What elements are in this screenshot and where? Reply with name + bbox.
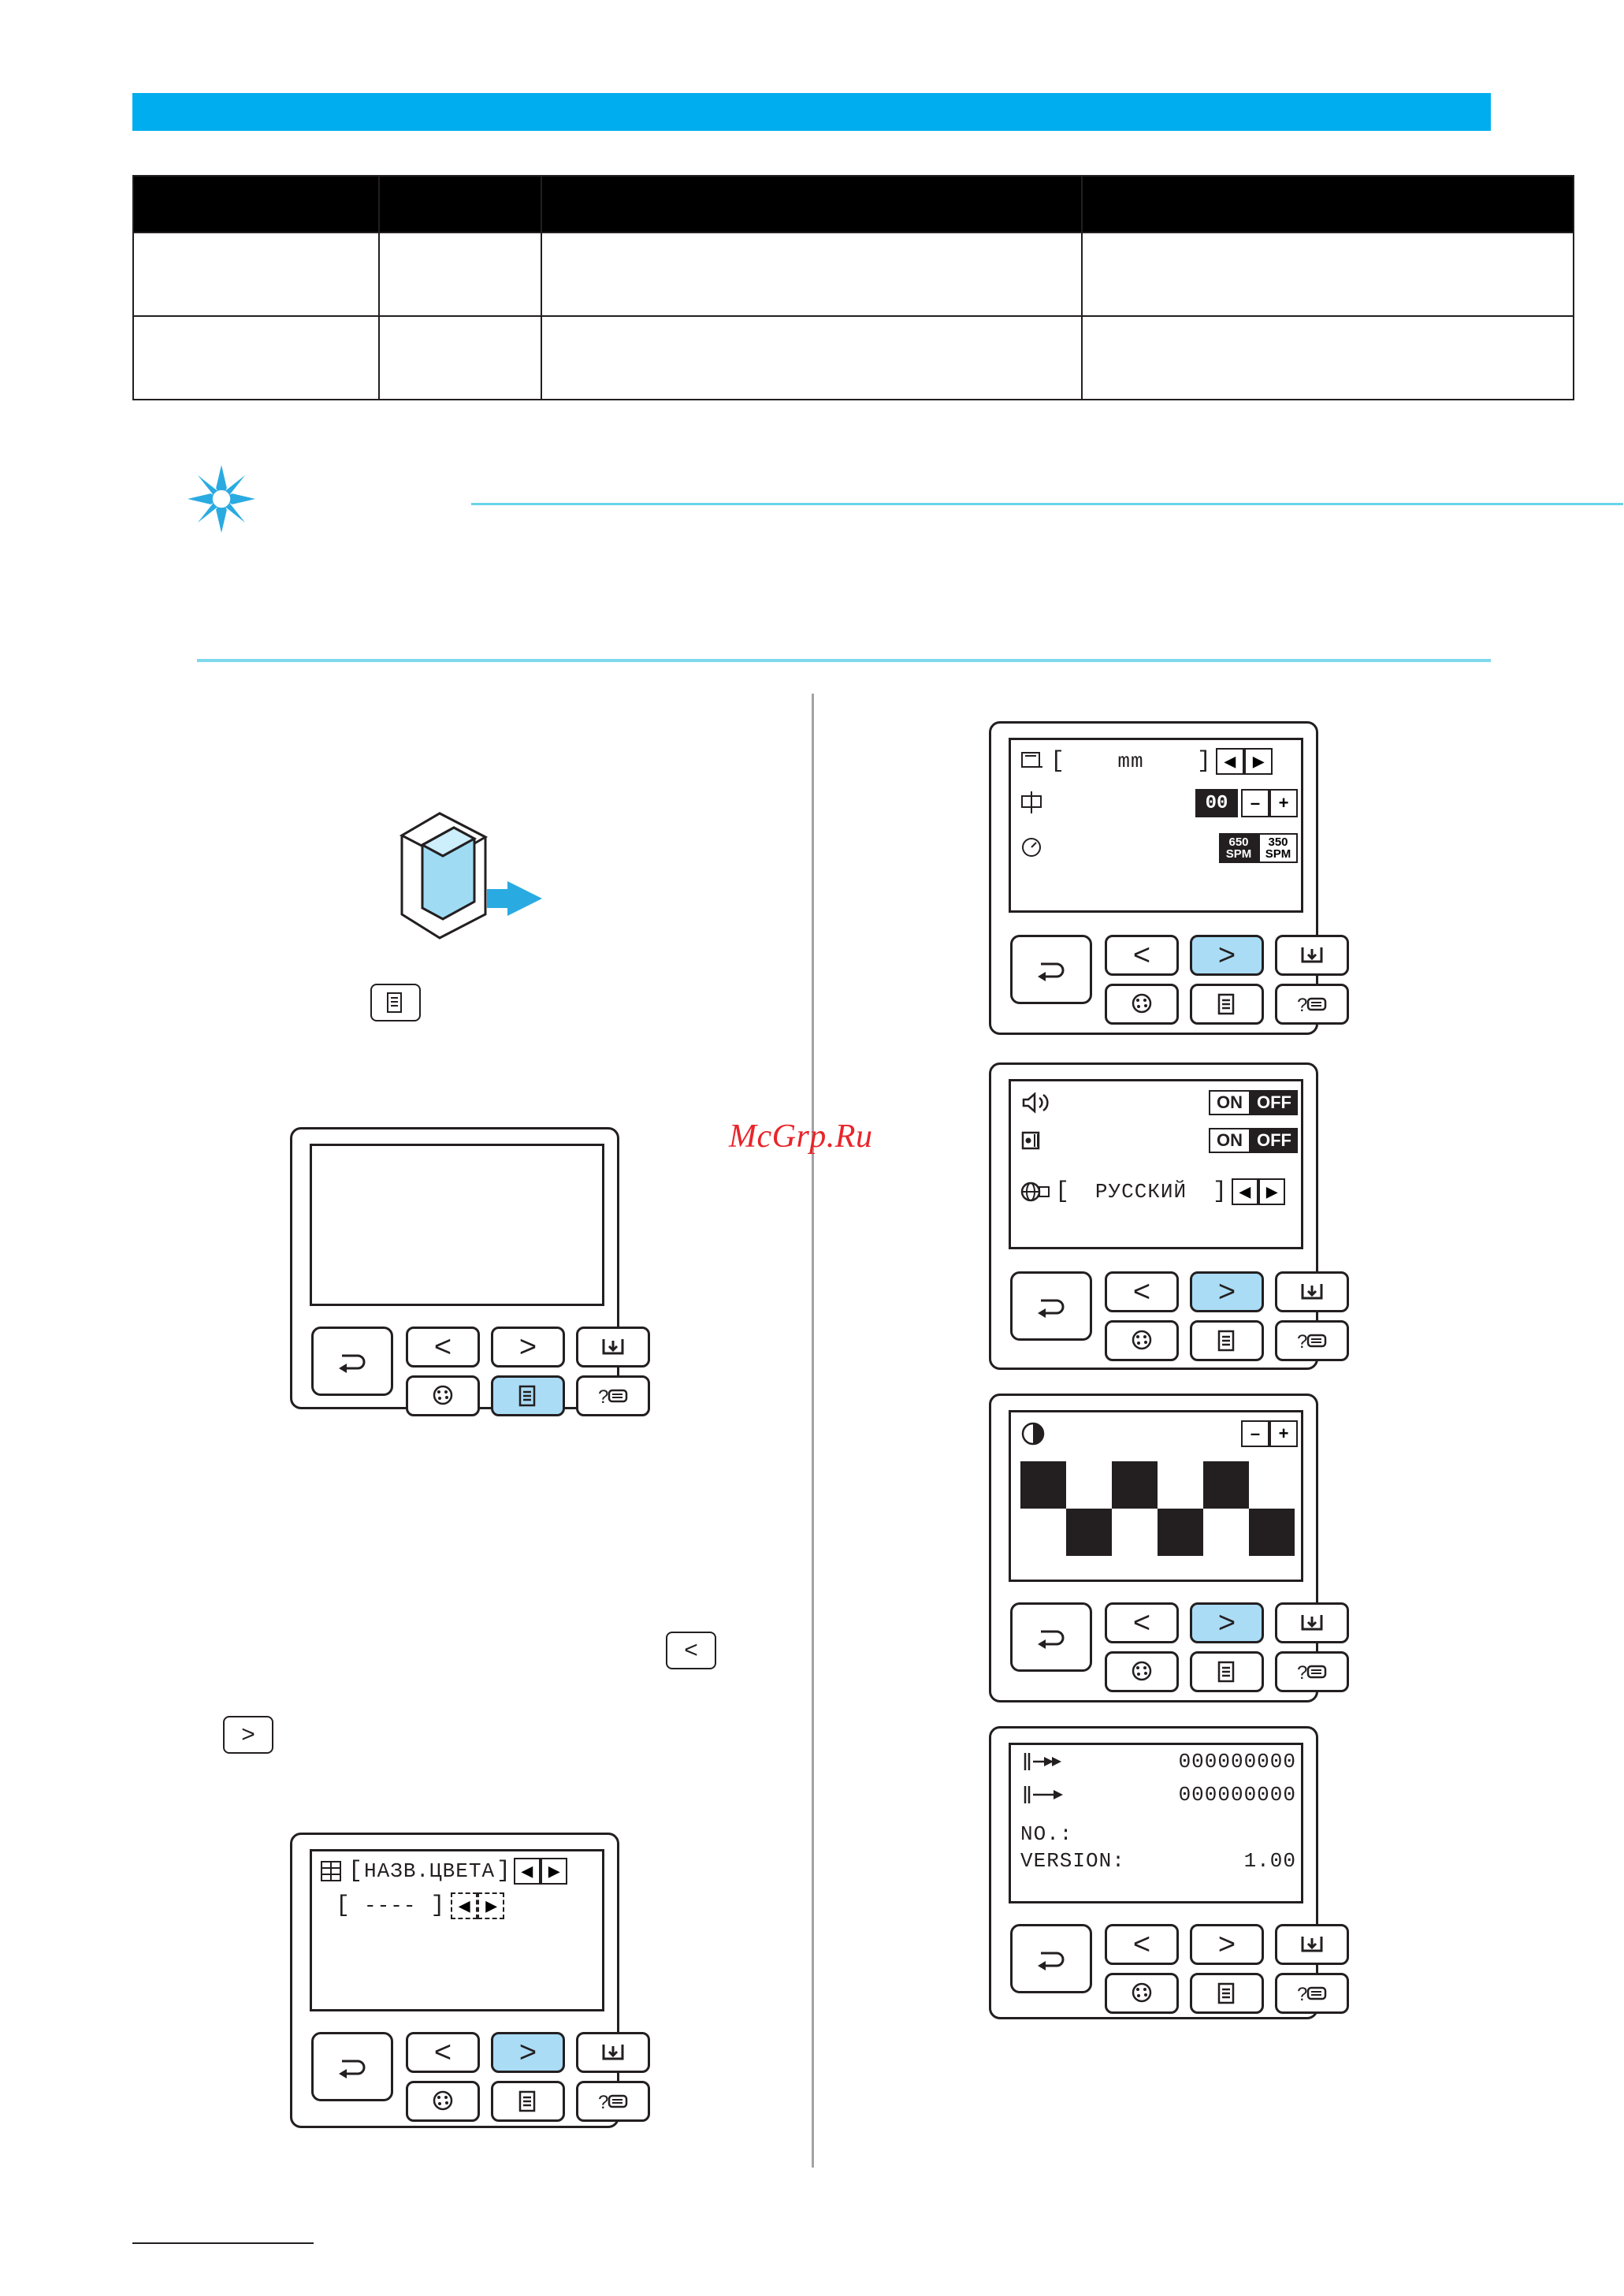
palette-button[interactable] [1105, 984, 1179, 1025]
speaker-on[interactable]: ON [1209, 1090, 1251, 1115]
palette-button[interactable] [406, 1375, 480, 1416]
language-icon [1019, 1178, 1054, 1206]
next-button[interactable] [1190, 1602, 1264, 1643]
back-button[interactable] [1010, 935, 1092, 1004]
palette-button[interactable] [1105, 1973, 1179, 2014]
prev-button[interactable] [1105, 1602, 1179, 1643]
page-icon [1216, 1329, 1238, 1353]
color-name-screen: [ НАЗВ.ЦВЕТА ] ◀ ▶ [ ---- ] ◀ ▶ [310, 1849, 604, 2011]
color-name-value: ---- [364, 1894, 417, 1918]
prev-label: < [1132, 1928, 1151, 1961]
sound-screen: ON OFF ON OFF [ РУССКИЙ ] ◀ ▶ [1009, 1079, 1303, 1249]
color-value-right-arrow[interactable]: ▶ [478, 1892, 504, 1919]
inline-page-key-wrapper [370, 984, 421, 1021]
back-arrow-icon [1033, 1293, 1069, 1319]
contrast-plus[interactable]: + [1269, 1420, 1298, 1447]
sound-language-panel [989, 1062, 1318, 1370]
back-arrow-icon [1033, 1945, 1069, 1972]
page-header-bar [132, 93, 1491, 131]
inline-next-key-wrapper [223, 1716, 273, 1754]
save-icon [1298, 1932, 1326, 1957]
no-label: NO.: [1020, 1822, 1073, 1846]
prev-label: < [1132, 939, 1151, 972]
speed-selector[interactable] [1219, 833, 1298, 863]
speaker-off[interactable]: OFF [1251, 1090, 1298, 1115]
units-screen: [ mm ] ◀ ▶ 00 – + 650 SPM 350 SPM [1009, 738, 1303, 913]
save-icon [599, 1334, 627, 1360]
units-panel [989, 721, 1318, 1035]
blank-panel [290, 1127, 619, 1409]
spec-table [132, 175, 1574, 400]
prev-button[interactable] [1105, 1924, 1179, 1965]
sensor-icon [1019, 1127, 1054, 1154]
table-cell [1082, 316, 1574, 400]
speaker-icon [1019, 1089, 1054, 1116]
prev-label: < [1132, 1606, 1151, 1639]
table-header-row [133, 176, 1574, 233]
table-cell [541, 233, 1082, 316]
contrast-checkerboard [1020, 1461, 1295, 1556]
color-chart-icon [318, 1859, 345, 1884]
save-icon [1298, 943, 1326, 968]
inline-prev-key-wrapper [666, 1632, 716, 1669]
svg-text:?: ? [1297, 995, 1308, 1016]
prev-button[interactable] [1105, 935, 1179, 976]
palette-button[interactable] [406, 2081, 480, 2122]
unit-icon [1019, 748, 1047, 775]
palette-icon [1128, 1982, 1155, 2005]
svg-text:?: ? [598, 1386, 609, 1408]
unit-left-arrow[interactable]: ◀ [1216, 748, 1244, 775]
back-button[interactable] [311, 2032, 393, 2101]
save-icon [599, 2040, 627, 2065]
palette-icon [1128, 992, 1155, 1016]
help-button[interactable] [1275, 1651, 1349, 1692]
svg-text:?: ? [598, 2092, 609, 2113]
prev-button[interactable] [406, 2032, 480, 2073]
svg-text:?: ? [1297, 1331, 1308, 1353]
page-icon [1216, 992, 1238, 1016]
next-label: > [1217, 1606, 1236, 1639]
back-arrow-icon [1033, 1624, 1069, 1650]
save-icon [1298, 1610, 1326, 1635]
help-button[interactable] [576, 2081, 650, 2122]
help-button[interactable] [1275, 1973, 1349, 2014]
page-key-icon[interactable] [370, 984, 421, 1021]
sensor-off[interactable]: OFF [1251, 1128, 1298, 1153]
save-icon [1298, 1279, 1326, 1304]
note-starburst-icon [188, 465, 255, 533]
next-key-icon[interactable] [223, 1716, 273, 1754]
svg-text:?: ? [1297, 1984, 1308, 2005]
next-button[interactable] [491, 1327, 565, 1368]
stitch-icon [1019, 790, 1047, 817]
palette-button[interactable] [1105, 1651, 1179, 1692]
page-icon [517, 1384, 539, 1408]
contrast-icon [1019, 1419, 1050, 1449]
page-button[interactable] [491, 1375, 565, 1416]
save-button[interactable] [1275, 1924, 1349, 1965]
help-icon [596, 1384, 630, 1408]
speed-650[interactable]: 650 SPM [1219, 833, 1258, 863]
table-row [133, 316, 1574, 400]
back-button[interactable] [311, 1327, 393, 1396]
sensor-toggle[interactable] [1209, 1128, 1298, 1153]
color-value-left-arrow[interactable]: ◀ [451, 1892, 478, 1919]
table-row [133, 233, 1574, 316]
stitch-plus[interactable]: + [1269, 789, 1298, 817]
table-header-cell [133, 176, 379, 233]
table-cell [133, 233, 379, 316]
save-button[interactable] [576, 2032, 650, 2073]
contrast-minus[interactable]: – [1241, 1420, 1269, 1447]
next-label: > [1217, 1928, 1236, 1961]
prev-key-icon[interactable] [666, 1632, 716, 1669]
next-label: > [518, 1330, 537, 1364]
unit-value: mm [1117, 750, 1144, 773]
language-left-arrow[interactable]: ◀ [1232, 1178, 1258, 1205]
page-button[interactable] [491, 2081, 565, 2122]
total-count: 000000000 [1178, 1750, 1296, 1773]
speed-icon [1019, 835, 1047, 861]
column-divider [812, 694, 814, 2168]
unit-right-arrow[interactable]: ▶ [1244, 748, 1273, 775]
run-stitch-icon [1020, 1783, 1068, 1807]
contrast-screen [1009, 1410, 1303, 1582]
next-button[interactable] [491, 2032, 565, 2073]
palette-icon [429, 2089, 456, 2113]
stitch-minus[interactable]: – [1241, 789, 1269, 817]
prev-label: < [433, 2036, 452, 2069]
version-value: 1.00 [1243, 1849, 1296, 1873]
sensor-on[interactable]: ON [1209, 1128, 1251, 1153]
table-header-cell [379, 176, 541, 233]
version-label: VERSION: [1020, 1849, 1125, 1873]
back-arrow-icon [1033, 956, 1069, 983]
speed-350[interactable]: 350 SPM [1258, 833, 1298, 863]
color-name-left-arrow[interactable]: ◀ [514, 1858, 541, 1885]
page-button[interactable] [1190, 984, 1264, 1025]
color-name-title: НАЗВ.ЦВЕТА [364, 1859, 496, 1883]
table-cell [541, 316, 1082, 400]
color-name-right-arrow[interactable]: ▶ [541, 1858, 567, 1885]
back-button[interactable] [1010, 1271, 1092, 1341]
table-header-cell [541, 176, 1082, 233]
blank-panel-screen [310, 1144, 604, 1306]
save-button[interactable] [1275, 1602, 1349, 1643]
save-button[interactable] [576, 1327, 650, 1368]
prev-button[interactable] [1105, 1271, 1179, 1312]
back-arrow-icon [334, 2053, 370, 2080]
table-cell [379, 316, 541, 400]
help-icon [596, 2089, 630, 2113]
footnote-rule [132, 2242, 314, 2244]
power-switch-illustration [392, 804, 629, 954]
help-icon [1295, 992, 1329, 1016]
svg-text:?: ? [1297, 1662, 1308, 1684]
prev-label: < [433, 1330, 452, 1364]
page-button[interactable] [1190, 1320, 1264, 1361]
section-divider [197, 659, 1491, 662]
table-cell [379, 233, 541, 316]
help-button[interactable] [1275, 1320, 1349, 1361]
back-arrow-icon [334, 1348, 370, 1375]
next-button[interactable] [1190, 1924, 1264, 1965]
prev-key-label: < [684, 1637, 698, 1663]
palette-button[interactable] [1105, 1320, 1179, 1361]
palette-icon [1128, 1329, 1155, 1353]
palette-icon [429, 1384, 456, 1408]
prev-button[interactable] [406, 1327, 480, 1368]
speaker-toggle[interactable] [1209, 1090, 1298, 1115]
color-name-panel [290, 1833, 619, 2128]
next-button[interactable] [1190, 1271, 1264, 1312]
table-header-cell [1082, 176, 1574, 233]
table-cell [133, 316, 379, 400]
next-label: > [1217, 1275, 1236, 1308]
total-stitch-icon [1020, 1750, 1068, 1773]
language-right-arrow[interactable]: ▶ [1258, 1178, 1285, 1205]
back-button[interactable] [1010, 1924, 1092, 1993]
language-value: РУССКИЙ [1094, 1180, 1187, 1204]
next-button[interactable] [1190, 935, 1264, 976]
version-screen [1009, 1743, 1303, 1903]
page-icon [1216, 1660, 1238, 1684]
save-button[interactable] [1275, 935, 1349, 976]
note-block [132, 457, 1491, 552]
run-count: 000000000 [1178, 1783, 1296, 1807]
next-label: > [518, 2036, 537, 2069]
note-rule [471, 503, 1623, 505]
table-cell [1082, 233, 1574, 316]
next-label: > [1217, 939, 1236, 972]
help-icon [1295, 1660, 1329, 1684]
palette-icon [1128, 1660, 1155, 1684]
watermark: McGrp.Ru [729, 1118, 873, 1155]
help-icon [1295, 1982, 1329, 2005]
contrast-panel [989, 1394, 1318, 1702]
prev-label: < [1132, 1275, 1151, 1308]
help-button[interactable] [576, 1375, 650, 1416]
save-button[interactable] [1275, 1271, 1349, 1312]
page-icon [517, 2089, 539, 2113]
page-button[interactable] [1190, 1651, 1264, 1692]
help-button[interactable] [1275, 984, 1349, 1025]
next-key-label: > [241, 1721, 255, 1747]
page-icon [1216, 1982, 1238, 2005]
stitch-value: 00 [1195, 789, 1238, 817]
version-panel [989, 1726, 1318, 2019]
page-button[interactable] [1190, 1973, 1264, 2014]
back-button[interactable] [1010, 1602, 1092, 1672]
help-icon [1295, 1329, 1329, 1353]
